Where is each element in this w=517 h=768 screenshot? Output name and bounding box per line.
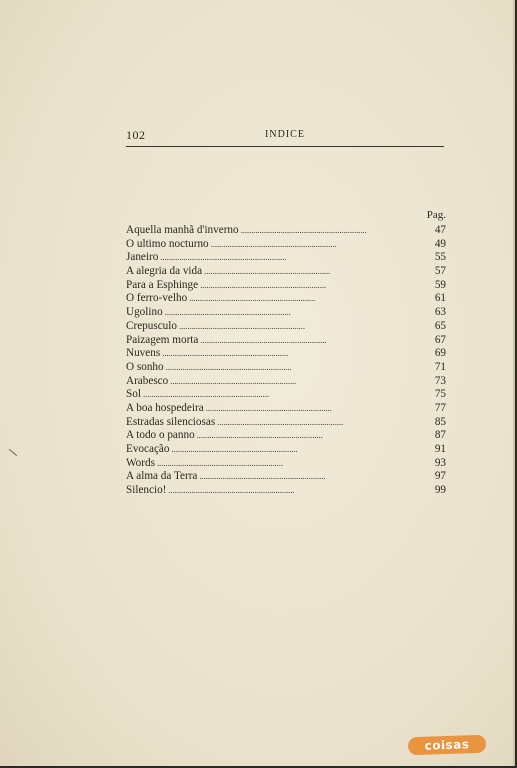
page-number: 102 <box>126 128 146 142</box>
dot-leader <box>160 251 422 265</box>
toc-entry-page: 99 <box>434 484 446 497</box>
toc-entry-title: O ferro-velho <box>126 292 188 305</box>
toc-entry-page: 49 <box>434 237 446 250</box>
dot-leader <box>168 484 422 498</box>
toc-entry-page: 67 <box>434 333 446 346</box>
toc-entry <box>126 306 446 320</box>
dot-leader <box>204 265 422 279</box>
toc-entry-page: 87 <box>434 429 446 442</box>
toc-entry-page: 93 <box>434 456 446 469</box>
toc-entry-title: Para a Esphinge <box>126 278 199 291</box>
toc-entry <box>126 416 446 430</box>
header-rule <box>126 146 444 147</box>
dot-leader <box>143 388 422 402</box>
page-column-label: Pag. <box>426 209 446 221</box>
toc-entry <box>126 265 446 279</box>
toc-entry-title: A alma da Terra <box>126 470 198 483</box>
toc-entry <box>126 334 446 348</box>
toc-entry-page: 65 <box>434 319 446 332</box>
toc-entry-title: Crepusculo <box>126 319 177 332</box>
toc-entry <box>126 375 446 389</box>
toc-entry-page: 75 <box>434 388 446 401</box>
dot-leader <box>211 238 422 252</box>
toc-entry <box>126 402 446 416</box>
dot-leader <box>199 470 422 484</box>
toc-entry-page: 97 <box>434 470 446 483</box>
toc-entry-page: 47 <box>434 224 446 236</box>
toc-entry-page: 85 <box>434 415 446 428</box>
toc-entry <box>126 238 446 252</box>
dot-leader <box>189 292 422 306</box>
dot-leader <box>200 334 422 348</box>
dot-leader <box>179 320 422 334</box>
toc-entry-page: 77 <box>434 401 446 414</box>
dot-leader <box>162 347 422 361</box>
toc-entry-page: 73 <box>434 374 446 387</box>
toc-entry-title: O sonho <box>126 360 164 373</box>
toc-entry <box>126 470 446 484</box>
toc-entry-title: O ultimo nocturno <box>126 237 209 250</box>
dot-leader <box>197 429 422 443</box>
dot-leader <box>165 306 422 320</box>
dot-leader <box>241 224 422 238</box>
toc-entry-title: Estradas silenciosas <box>126 415 216 428</box>
toc-entry <box>126 347 446 361</box>
toc-entry-title: Sol <box>126 388 141 401</box>
dot-leader <box>170 375 422 389</box>
toc-entry <box>126 429 446 443</box>
toc-entry <box>126 484 446 498</box>
toc-entry <box>126 279 446 293</box>
dot-leader <box>171 443 422 457</box>
table-of-contents <box>126 224 446 498</box>
toc-entry-title: Silencio! <box>126 484 167 497</box>
page-header <box>126 124 444 144</box>
toc-entry-page: 61 <box>434 292 446 305</box>
stray-mark <box>9 449 17 456</box>
toc-entry <box>126 361 446 375</box>
toc-entry-title: A boa hospedeira <box>126 401 204 414</box>
toc-entry-page: 91 <box>434 443 446 455</box>
toc-entry-title: Nuvens <box>126 347 161 360</box>
toc-entry <box>126 388 446 402</box>
toc-entry-page: 63 <box>434 306 446 319</box>
toc-entry <box>126 224 446 238</box>
toc-entry-page: 57 <box>434 265 446 278</box>
dot-leader <box>206 402 422 416</box>
toc-entry-title: Arabesco <box>126 374 169 387</box>
toc-entry-page: 55 <box>434 251 446 264</box>
toc-entry-title: A todo o panno <box>126 429 195 442</box>
toc-entry-page: 59 <box>434 278 446 291</box>
dot-leader <box>157 457 422 471</box>
toc-entry <box>126 292 446 306</box>
toc-entry <box>126 251 446 265</box>
toc-entry-title: Words <box>126 456 155 469</box>
toc-entry <box>126 443 446 457</box>
running-title: INDICE <box>265 129 305 140</box>
toc-entry-page: 71 <box>434 360 446 373</box>
dot-leader <box>200 279 422 293</box>
dot-leader <box>217 416 422 430</box>
toc-entry-title: Evocação <box>126 443 170 455</box>
watermark-logo: coisas <box>408 735 487 756</box>
toc-entry-title: A alegria da vida <box>126 265 203 278</box>
dot-leader <box>166 361 422 375</box>
toc-entry-title: Aquella manhã d'inverno <box>126 224 239 236</box>
toc-entry-page: 69 <box>434 347 446 360</box>
toc-entry-title: Paizagem morta <box>126 333 199 346</box>
toc-entry <box>126 320 446 334</box>
toc-entry-title: Ugolino <box>126 306 163 319</box>
toc-entry-title: Janeiro <box>126 251 159 264</box>
toc-entry <box>126 457 446 471</box>
